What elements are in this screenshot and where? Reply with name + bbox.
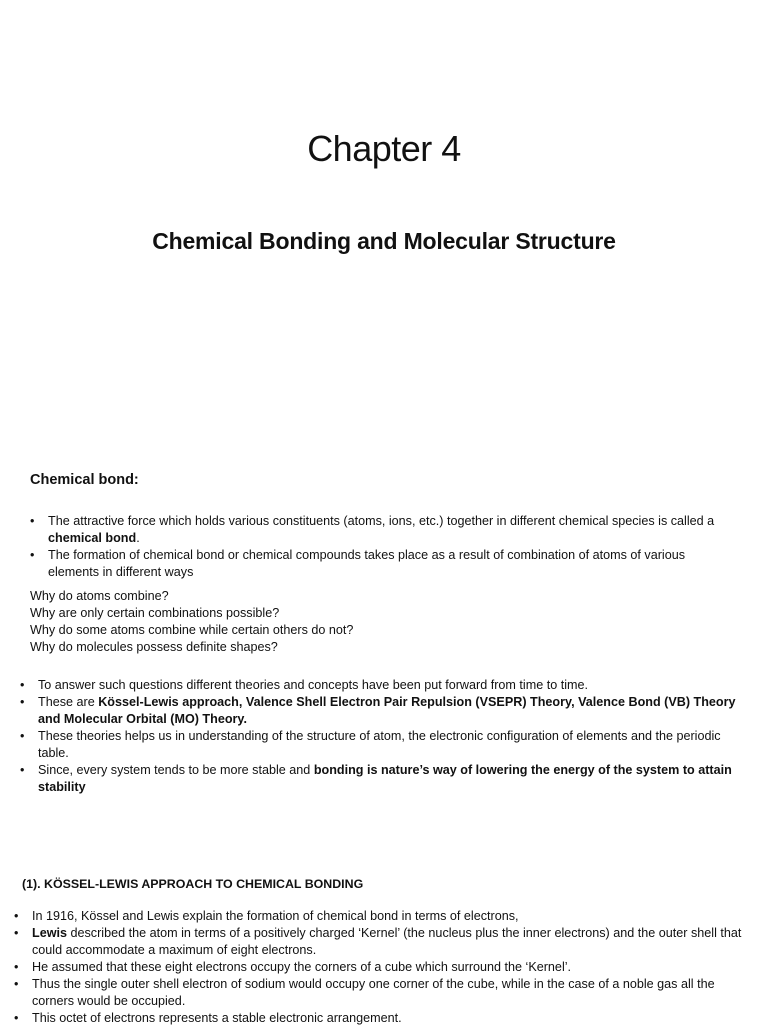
bullet-item	[14, 1010, 759, 1027]
bullet-dot-icon: •	[14, 960, 19, 974]
bullet-dot-icon: •	[30, 548, 35, 562]
bullet-text: In 1916, Kössel and Lewis explain the formation of chemical bond in terms of electrons,	[32, 909, 519, 923]
bullet-bold-text: bonding is nature’s way of lowering the energy of the system to attain stability	[38, 763, 732, 794]
bullet-item	[14, 959, 759, 976]
bullet-text: Since, every system tends to be more stable and	[38, 763, 314, 777]
bullet-dot-icon: •	[20, 729, 25, 743]
question-line: Why do atoms combine?	[30, 589, 169, 603]
bullet-item	[30, 547, 730, 581]
kossel-lewis-bullet-list	[14, 908, 759, 1027]
bullet-item	[14, 925, 759, 959]
chemical-bond-bullet-list	[30, 513, 730, 581]
question-line: Why are only certain combinations possible?	[30, 606, 280, 620]
chapter-subtitle: Chemical Bonding and Molecular Structure	[152, 228, 616, 254]
bullet-text: The formation of chemical bond or chemical compounds takes place as a result of combination of atoms of various elements in different ways	[48, 548, 686, 579]
bullet-text-tail: described the atom in terms of a positively charged ‘Kernel’ (the nucleus plus the inner electrons) and the outer shell that could accommodate a maximum of eight electrons.	[32, 926, 742, 957]
chemical-bond-heading: Chemical bond:	[30, 472, 139, 488]
bullet-text: These theories helps us in understanding of the structure of atom, the electronic configuration of elements and the periodic table.	[38, 729, 721, 760]
bullet-dot-icon: •	[14, 909, 19, 923]
bullet-item	[14, 976, 759, 1010]
bullet-text: These are	[38, 695, 99, 709]
bullet-bold-text: chemical bond	[48, 531, 137, 545]
bullet-item	[14, 908, 759, 925]
questions-list	[30, 588, 353, 656]
bullet-text: He assumed that these eight electrons occupy the corners of a cube which surround the ‘Kernel’.	[32, 960, 572, 974]
kossel-lewis-heading: (1). KÖSSEL-LEWIS APPROACH TO CHEMICAL BONDING	[22, 877, 364, 891]
bullet-dot-icon: •	[14, 926, 19, 940]
bullet-text: Thus the single outer shell electron of sodium would occupy one corner of the cube, while in the case of a noble gas all the corners would be occupied.	[32, 977, 715, 1008]
bullet-bold-text: Lewis	[32, 926, 67, 940]
bullet-dot-icon: •	[30, 514, 35, 528]
bullet-dot-icon: •	[20, 763, 25, 777]
question-line: Why do some atoms combine while certain others do not?	[30, 623, 354, 637]
bullet-item	[20, 694, 748, 728]
bullet-dot-icon: •	[20, 695, 25, 709]
bullet-dot-icon: •	[14, 1011, 19, 1025]
bullet-item	[20, 728, 748, 762]
bullet-item	[20, 762, 748, 796]
bullet-dot-icon: •	[20, 678, 25, 692]
chapter-title: Chapter 4	[307, 128, 461, 169]
question-line: Why do molecules possess definite shapes?	[30, 640, 278, 654]
bullet-item	[30, 513, 730, 547]
bullet-bold-text: Kössel-Lewis approach, Valence Shell Electron Pair Repulsion (VSEPR) Theory, Valence Bond (VB) Theory and Molecular Orbital (MO) Theory.	[38, 695, 736, 726]
bullet-text: This octet of electrons represents a stable electronic arrangement.	[32, 1011, 402, 1025]
bullet-text: The attractive force which holds various constituents (atoms, ions, etc.) together in different chemical species is called a	[48, 514, 715, 528]
bullet-dot-icon: •	[14, 977, 19, 991]
theories-bullet-list	[20, 677, 748, 796]
bullet-item	[20, 677, 748, 694]
bullet-text-tail: .	[136, 531, 140, 545]
bullet-text: To answer such questions different theories and concepts have been put forward from time to time.	[38, 678, 588, 692]
